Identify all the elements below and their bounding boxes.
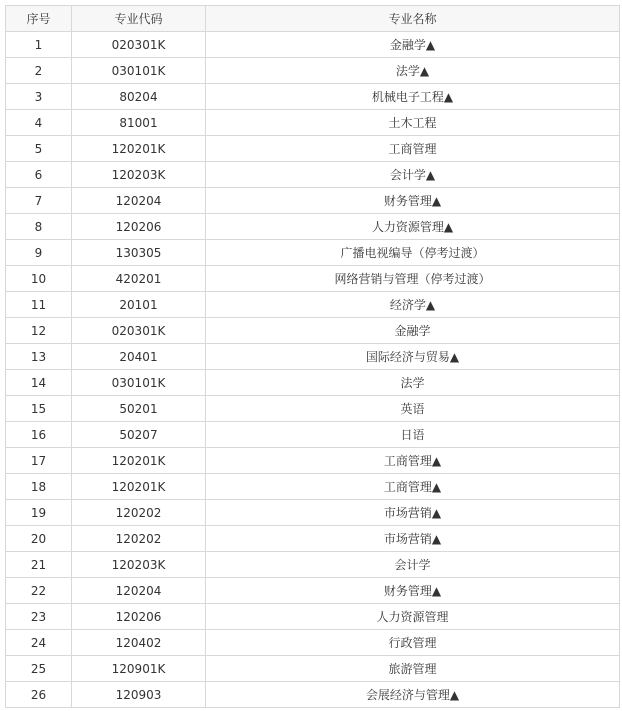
cell-index: 10 bbox=[6, 266, 72, 292]
cell-major-code: 120402 bbox=[72, 630, 206, 656]
cell-major-name: 会计学▲ bbox=[206, 162, 620, 188]
cell-major-name: 工商管理▲ bbox=[206, 474, 620, 500]
cell-index: 25 bbox=[6, 656, 72, 682]
table-row bbox=[6, 396, 620, 422]
cell-major-code: 030101K bbox=[72, 58, 206, 84]
header-major-code: 专业代码 bbox=[72, 6, 206, 32]
cell-major-name: 网络营销与管理（停考过渡） bbox=[206, 266, 620, 292]
cell-index: 8 bbox=[6, 214, 72, 240]
cell-major-name: 工商管理 bbox=[206, 136, 620, 162]
cell-index: 22 bbox=[6, 578, 72, 604]
table-row bbox=[6, 292, 620, 318]
table-row bbox=[6, 318, 620, 344]
table-row bbox=[6, 162, 620, 188]
cell-major-code: 120203K bbox=[72, 552, 206, 578]
cell-major-code: 20101 bbox=[72, 292, 206, 318]
cell-major-name: 法学 bbox=[206, 370, 620, 396]
cell-major-code: 50201 bbox=[72, 396, 206, 422]
cell-major-name: 广播电视编导（停考过渡） bbox=[206, 240, 620, 266]
table-row bbox=[6, 526, 620, 552]
cell-major-name: 市场营销▲ bbox=[206, 500, 620, 526]
table-row bbox=[6, 266, 620, 292]
cell-index: 6 bbox=[6, 162, 72, 188]
cell-index: 15 bbox=[6, 396, 72, 422]
table-row bbox=[6, 552, 620, 578]
cell-major-code: 81001 bbox=[72, 110, 206, 136]
table-body bbox=[6, 32, 620, 708]
cell-major-name: 国际经济与贸易▲ bbox=[206, 344, 620, 370]
cell-index: 11 bbox=[6, 292, 72, 318]
cell-major-name: 旅游管理 bbox=[206, 656, 620, 682]
cell-index: 13 bbox=[6, 344, 72, 370]
cell-index: 17 bbox=[6, 448, 72, 474]
cell-major-code: 120204 bbox=[72, 188, 206, 214]
table-row bbox=[6, 656, 620, 682]
cell-index: 9 bbox=[6, 240, 72, 266]
cell-major-code: 120203K bbox=[72, 162, 206, 188]
cell-major-code: 130305 bbox=[72, 240, 206, 266]
cell-major-name: 财务管理▲ bbox=[206, 188, 620, 214]
cell-major-code: 120201K bbox=[72, 474, 206, 500]
cell-major-name: 金融学 bbox=[206, 318, 620, 344]
cell-major-name: 人力资源管理▲ bbox=[206, 214, 620, 240]
cell-index: 4 bbox=[6, 110, 72, 136]
cell-major-code: 120204 bbox=[72, 578, 206, 604]
cell-major-name: 机械电子工程▲ bbox=[206, 84, 620, 110]
table-row bbox=[6, 500, 620, 526]
cell-major-name: 法学▲ bbox=[206, 58, 620, 84]
majors-table bbox=[5, 5, 620, 708]
table-row bbox=[6, 136, 620, 162]
cell-major-name: 会计学 bbox=[206, 552, 620, 578]
cell-index: 3 bbox=[6, 84, 72, 110]
cell-major-code: 120903 bbox=[72, 682, 206, 708]
cell-major-name: 日语 bbox=[206, 422, 620, 448]
table-row bbox=[6, 474, 620, 500]
cell-major-code: 120901K bbox=[72, 656, 206, 682]
cell-index: 18 bbox=[6, 474, 72, 500]
cell-index: 7 bbox=[6, 188, 72, 214]
cell-index: 21 bbox=[6, 552, 72, 578]
table-row bbox=[6, 604, 620, 630]
cell-index: 24 bbox=[6, 630, 72, 656]
table-row bbox=[6, 422, 620, 448]
cell-major-name: 会展经济与管理▲ bbox=[206, 682, 620, 708]
table-row bbox=[6, 682, 620, 708]
table-row bbox=[6, 188, 620, 214]
cell-major-code: 420201 bbox=[72, 266, 206, 292]
table-row bbox=[6, 630, 620, 656]
cell-major-name: 市场营销▲ bbox=[206, 526, 620, 552]
table-row bbox=[6, 32, 620, 58]
cell-index: 16 bbox=[6, 422, 72, 448]
cell-major-code: 020301K bbox=[72, 318, 206, 344]
cell-index: 20 bbox=[6, 526, 72, 552]
table-row bbox=[6, 84, 620, 110]
table-row bbox=[6, 370, 620, 396]
cell-major-name: 土木工程 bbox=[206, 110, 620, 136]
table-row bbox=[6, 240, 620, 266]
cell-major-code: 120201K bbox=[72, 448, 206, 474]
cell-major-name: 经济学▲ bbox=[206, 292, 620, 318]
cell-major-name: 人力资源管理 bbox=[206, 604, 620, 630]
cell-major-name: 财务管理▲ bbox=[206, 578, 620, 604]
cell-index: 26 bbox=[6, 682, 72, 708]
cell-major-code: 80204 bbox=[72, 84, 206, 110]
cell-major-code: 120202 bbox=[72, 526, 206, 552]
cell-major-code: 030101K bbox=[72, 370, 206, 396]
cell-major-name: 工商管理▲ bbox=[206, 448, 620, 474]
cell-index: 14 bbox=[6, 370, 72, 396]
cell-major-code: 120206 bbox=[72, 604, 206, 630]
table-row bbox=[6, 110, 620, 136]
header-row bbox=[6, 6, 620, 32]
cell-major-code: 120202 bbox=[72, 500, 206, 526]
header-major-name: 专业名称 bbox=[206, 6, 620, 32]
cell-major-code: 020301K bbox=[72, 32, 206, 58]
table-row bbox=[6, 448, 620, 474]
cell-index: 1 bbox=[6, 32, 72, 58]
cell-major-name: 金融学▲ bbox=[206, 32, 620, 58]
table-row bbox=[6, 344, 620, 370]
table-row bbox=[6, 578, 620, 604]
cell-major-code: 50207 bbox=[72, 422, 206, 448]
cell-index: 23 bbox=[6, 604, 72, 630]
cell-index: 12 bbox=[6, 318, 72, 344]
cell-major-name: 英语 bbox=[206, 396, 620, 422]
cell-index: 19 bbox=[6, 500, 72, 526]
cell-major-code: 120201K bbox=[72, 136, 206, 162]
table-header bbox=[6, 6, 620, 32]
table-row bbox=[6, 214, 620, 240]
header-index: 序号 bbox=[6, 6, 72, 32]
cell-major-code: 20401 bbox=[72, 344, 206, 370]
cell-index: 5 bbox=[6, 136, 72, 162]
table-row bbox=[6, 58, 620, 84]
cell-major-code: 120206 bbox=[72, 214, 206, 240]
cell-index: 2 bbox=[6, 58, 72, 84]
cell-major-name: 行政管理 bbox=[206, 630, 620, 656]
